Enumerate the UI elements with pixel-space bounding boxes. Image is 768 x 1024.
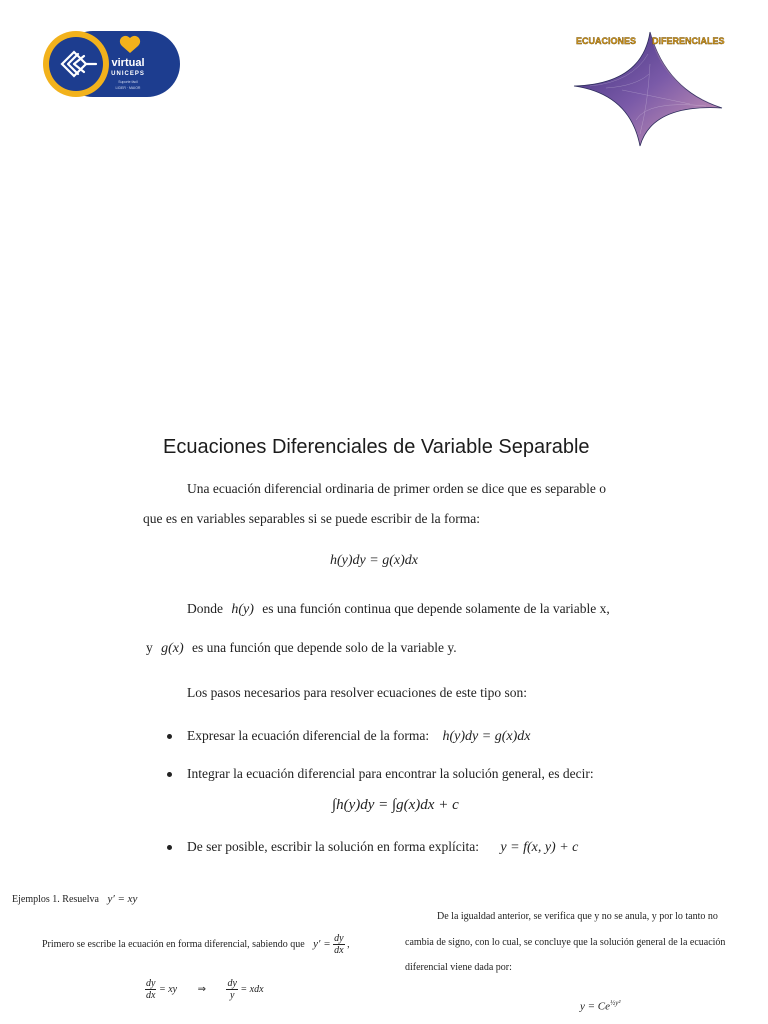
example-heading-text: Ejemplos 1. Resuelva bbox=[12, 894, 99, 905]
y-prefix: y bbox=[146, 640, 153, 655]
donde-line bbox=[187, 601, 610, 618]
example-heading-math: y′ = xy bbox=[107, 893, 138, 905]
svg-text:UNICEPS: UNICEPS bbox=[111, 71, 145, 77]
example-heading bbox=[12, 893, 137, 905]
equation-integral: ∫h(y)dy = ∫g(x)dx + c bbox=[332, 797, 459, 813]
solution-base: y = Ce bbox=[580, 1000, 611, 1013]
frac-numerator: dy bbox=[334, 933, 344, 944]
example-equation-1 bbox=[145, 978, 264, 1001]
eq2-rhs: = xdx bbox=[240, 983, 264, 995]
example-line-1-text: Primero se escribe la ecuación en forma diferencial, sabiendo que bbox=[42, 938, 305, 950]
page-title: Ecuaciones Diferenciales de Variable Separable bbox=[163, 436, 590, 458]
example-line-1: Primero se escribe la ecuación en forma diferencial, sabiendo que y′ = $\frac{dy}{dx}$ , bbox=[42, 933, 350, 956]
svg-text:DIFERENCIALES: DIFERENCIALES bbox=[652, 36, 725, 46]
example-right-line-1: De la igualdad anterior, se verifica que y no se anula, y por lo tanto no bbox=[437, 911, 718, 922]
bullet-1 bbox=[187, 728, 530, 745]
bullet-dot-2 bbox=[167, 772, 172, 777]
eq2-denominator: y bbox=[229, 990, 235, 1001]
dy-dx-fraction bbox=[333, 933, 344, 956]
y-line bbox=[146, 640, 457, 657]
example-right-line-2: cambia de signo, con lo cual, se concluye que la solución general de la ecuación bbox=[405, 937, 726, 948]
solution-exponent: ½y² bbox=[610, 999, 621, 1007]
svg-text:LIDER · MAIOR: LIDER · MAIOR bbox=[115, 86, 141, 90]
bullet-3-math: y = f(x, y) + c bbox=[500, 840, 579, 855]
bullet-dot-3 bbox=[167, 845, 172, 850]
bullet-dot-1 bbox=[167, 734, 172, 739]
implies-arrow: ⇒ bbox=[197, 983, 206, 995]
donde-hy: h(y) bbox=[231, 602, 254, 617]
eq1-rhs: = xy bbox=[158, 983, 178, 995]
equation-main: h(y)dy = g(x)dx bbox=[330, 553, 418, 568]
pasos-line: Los pasos necesarios para resolver ecuaciones de este tipo son: bbox=[187, 685, 528, 700]
svg-text:ECUACIONES: ECUACIONES bbox=[576, 36, 637, 46]
eq2-numerator: dy bbox=[227, 978, 237, 989]
svg-text:Suporte fácil: Suporte fácil bbox=[118, 80, 138, 84]
eq1-denominator: dx bbox=[146, 990, 156, 1001]
frac-denominator: dx bbox=[334, 945, 344, 956]
bullet-1-text: Expresar la ecuación diferencial de la forma: bbox=[187, 728, 430, 743]
bullet-1-math: h(y)dy = g(x)dx bbox=[442, 729, 531, 744]
eq1-fraction bbox=[145, 978, 156, 1001]
example-line-1-math: y′ = bbox=[313, 937, 331, 950]
y-gx: g(x) bbox=[161, 641, 184, 656]
eq2-fraction bbox=[226, 978, 237, 1001]
donde-prefix: Donde bbox=[187, 601, 223, 616]
bullet-3-text: De ser posible, escribir la solución en forma explícita: bbox=[187, 839, 480, 854]
virtual-uniceps-logo bbox=[42, 28, 182, 100]
example-right-line-3: diferencial viene dada por: bbox=[405, 962, 512, 973]
svg-text:virtual: virtual bbox=[111, 57, 145, 69]
donde-suffix: es una función continua que depende solamente de la variable x, bbox=[262, 601, 610, 616]
intro-line-2: que es en variables separables si se puede escribir de la forma: bbox=[143, 511, 480, 526]
bullet-3 bbox=[187, 839, 578, 856]
ecuaciones-diferenciales-logo bbox=[570, 24, 730, 150]
intro-line-1: Una ecuación diferencial ordinaria de primer orden se dice que es separable o bbox=[187, 481, 607, 496]
y-suffix: es una función que depende solo de la variable y. bbox=[192, 640, 457, 655]
eq1-numerator: dy bbox=[146, 978, 156, 989]
solution-equation bbox=[580, 999, 621, 1013]
bullet-2-text: Integrar la ecuación diferencial para encontrar la solución general, es decir: bbox=[187, 766, 594, 781]
